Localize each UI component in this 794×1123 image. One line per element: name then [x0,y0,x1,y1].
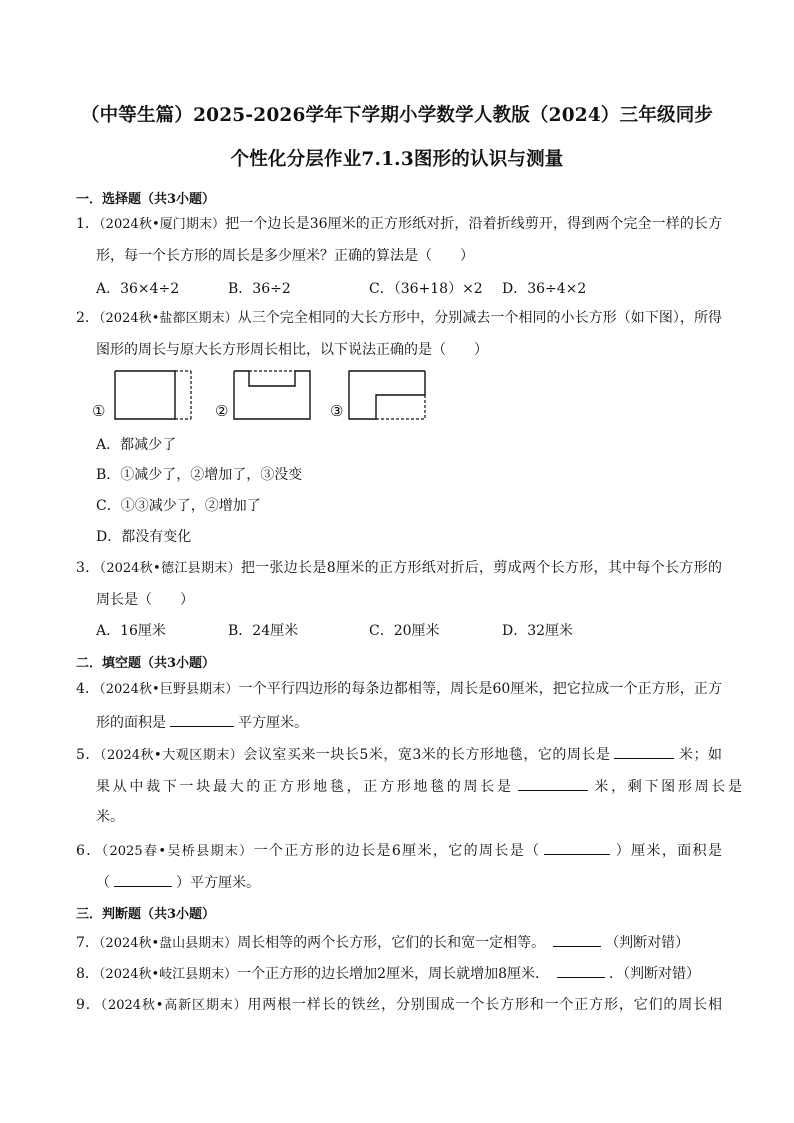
question-2-option-c[interactable]: C．①③减少了，②增加了 [96,498,261,514]
answer-blank[interactable] [114,871,172,887]
question-number: 8． [76,966,99,982]
question-source: （2024秋•盘山县期末） [98,936,238,951]
question-number: 3． [76,560,100,576]
question-number: 5． [76,747,100,763]
section-heading-choice: 一．选择题（共3小题） [76,192,216,207]
question-5-line-2 [96,775,742,797]
question-number: 4． [76,681,100,697]
question-6-line-2 [96,871,742,893]
question-text: 一个平行四边形的每条边都相等，周长是60厘米，把它拉成一个正方形，正方 [238,681,722,697]
figure-2-label: ② [215,402,229,420]
question-text: 形的面积是 [96,715,166,731]
page-title-line-1: （中等生篇）2025-2026学年下学期小学数学人教版（2024）三年级同步 [80,105,714,126]
question-2-option-b[interactable]: B．①减少了，②增加了，③没变 [96,467,303,483]
question-text: 周长相等的两个长方形，它们的长和宽一定相等。 [237,935,546,951]
answer-blank[interactable] [553,931,601,947]
question-8-line-1 [76,962,722,985]
judge-hint: （判断对错） [605,935,690,951]
question-text: 从三个完全相同的大长方形中，分别减去一个相同的小长方形（如下图），所得 [237,310,722,326]
question-number: 1． [76,216,100,232]
answer-blank[interactable] [544,839,610,855]
question-1-line-2: 形，每一个长方形的周长是多少厘米？正确的算法是（ ） [96,248,474,264]
question-3-option-d[interactable]: D．32厘米 [502,623,574,639]
question-text: 果从中裁下一块最大的正方形地毯，正方形地毯的周长是 [96,779,514,795]
question-3-option-c[interactable]: C．20厘米 [369,623,440,639]
question-2-line-1 [76,308,722,329]
answer-blank[interactable] [614,743,674,759]
question-3-line-2: 周长是（ ） [96,592,194,608]
question-number: 2． [76,310,99,326]
question-4-line-2 [96,711,742,733]
question-text: 平方厘米。 [238,715,308,731]
figure-1-label: ① [92,402,106,420]
question-text: 会议室买来一块长5米，宽3米的长方形地毯，它的周长是 [243,747,611,763]
question-3-option-b[interactable]: B．24厘米 [228,623,299,639]
question-source: （2024秋•巨野县期末） [99,682,239,697]
question-text: ）平方厘米。 [176,875,260,891]
answer-blank[interactable] [518,775,588,791]
section-heading-judge: 三．判断题（共3小题） [76,907,216,922]
question-2-option-d[interactable]: D．都没有变化 [96,529,192,545]
question-4-line-1 [76,679,722,700]
question-text: 把一张边长是8厘米的正方形纸对折后，剪成两个长方形，其中每个长方形的 [240,560,722,576]
question-number: 9． [76,997,101,1013]
question-1-option-d[interactable]: D．36÷4×2 [502,281,587,297]
question-5-line-3: 米。 [96,809,124,825]
question-7-line-1 [76,931,722,954]
question-text: 一个正方形的边长是6厘米，它的周长是（ [253,843,541,859]
question-2-line-2: 图形的周长与原大长方形周长相比，以下说法正确的是（ ） [96,342,488,358]
question-text: 米；如 [678,747,722,763]
question-source: （2024秋•厦门期末） [99,217,226,232]
question-source: （2024秋•岐江县期末） [98,967,238,982]
question-source: （2024秋•盐都区期末） [99,311,238,326]
figure-2-rectangle-cut-top [233,370,315,420]
question-1-option-a[interactable]: A．36×4÷2 [96,281,180,297]
question-text: 用两根一样长的铁丝，分别围成一个长方形和一个正方形，它们的周长相 [247,997,722,1013]
question-text: （ [96,875,110,891]
question-6-line-1 [76,839,722,862]
question-number: 7． [76,935,99,951]
question-source: （2024秋•大观区期末） [99,748,244,763]
question-9-line-1 [76,995,722,1016]
question-text: 一个正方形的边长增加2厘米，周长就增加8厘米． [237,966,550,982]
figure-1-rectangle-cut-right [114,370,194,420]
figure-3-label: ③ [330,402,344,420]
answer-blank[interactable] [170,711,234,727]
section-heading-fill: 二．填空题（共3小题） [76,656,216,671]
question-source: （2025春•吴桥县期末） [101,844,254,859]
page-title-line-2: 个性化分层作业7.1.3图形的认识与测量 [230,149,564,170]
question-1-option-b[interactable]: B．36÷2 [228,281,291,297]
question-3-line-1 [76,558,722,579]
question-1-line-1 [76,214,722,235]
question-5-line-1 [76,743,722,766]
question-number: 6． [76,843,102,859]
question-3-option-a[interactable]: A．16厘米 [96,623,166,639]
question-text: ）厘米，面积是 [614,843,722,859]
question-text: 米，剩下图形周长是 [591,779,743,795]
question-text: 把一个边长是36厘米的正方形纸对折，沿着折线剪开，得到两个完全一样的长方 [225,216,722,232]
answer-blank[interactable] [557,962,605,978]
question-source: （2024秋•德江县期末） [99,561,241,576]
figure-3-rectangle-cut-corner [348,370,430,420]
question-2-figures [92,368,452,428]
question-source: （2024秋•高新区期末） [100,998,248,1013]
question-1-option-c[interactable]: C．（36+18）×2 [369,281,483,297]
judge-hint: ．（判断对错） [609,966,701,982]
question-2-option-a[interactable]: A．都减少了 [96,437,177,453]
